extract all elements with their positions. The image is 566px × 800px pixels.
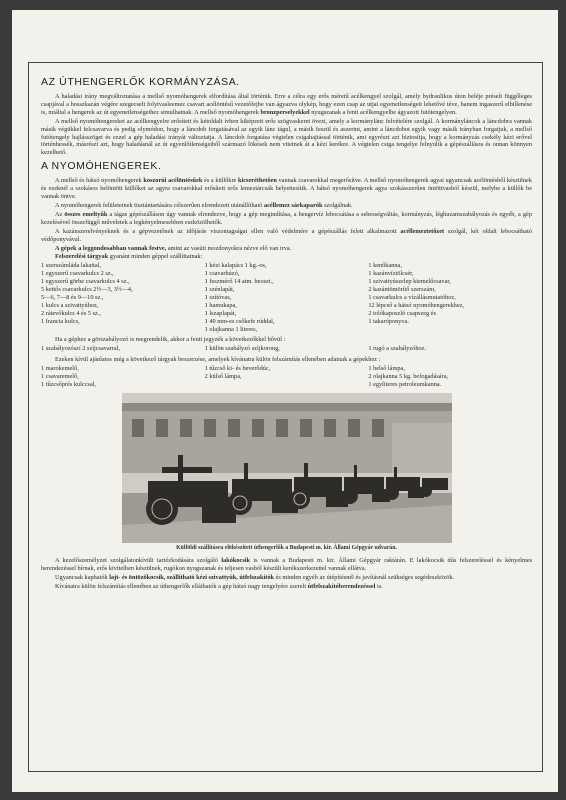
paragraph: A haladási irány megváltoztatása a mellső nyomóhengerek elfordítása által történik. Erre a célra egy erős méretű acélkengyel szolgál, amely hydraulikus úton beléje préselt függőleges csapjával a hosszkazán végére szegecselt folytvasleemez csavart acélöntésű vezetőfejbe van ágyazva olykép, hogy ezen csap az utjai egyenetlenségeit lehetővé téve, hanem ingaszerű elbillenése is, miáltal a hengerek az út egyenetlenségeihez simulhatnak. A mellső nyomóhengerek bronzperselyekkel nyugszanak a fenti acélkengyelbe ágyazott futótengelyen. xyxy=(41,93,532,116)
list-item: 5 kettős csavarkulcs 2½—3, 3½—4, xyxy=(41,286,133,294)
paragraph: Ha a géphez a görszabályozó is megrendelik, akkor a fenti jegyzék a következőkkel bővül : xyxy=(55,336,286,344)
document-page xyxy=(12,10,558,792)
list-item: 1 kazánvíztölcsér, xyxy=(368,270,414,278)
paragraph: Ezeken kívül ajánlatos még a következő tárgyak beszerzése, amelyek kívánatra külön felszámítás ellenében adatnak a gépekhez : xyxy=(55,356,381,364)
list-column xyxy=(368,262,532,333)
list-column xyxy=(205,345,369,353)
photo-caption: Külföldi szállításra elökészített úthengerlők a Budapesti m. kir. Állami Gépgyár udvarán. xyxy=(176,544,397,551)
list-item: 1 egyszerű csavarkulcs 2 sz., xyxy=(41,270,114,278)
paragraph: Az összes emeltyűk a tágas gépészálláson úgy vannak elrendezve, hogy a gép megindítása, a hengervíz lebocsátása a sebességváltás, kormányzás, léghuzamszabályozás és egyéb, a gép kezelésével összefüggő műveletek a legkényelmesebben eszközölhetők. xyxy=(41,210,532,226)
list-item: 1 szítóvas, xyxy=(204,293,232,301)
list-column xyxy=(368,345,532,353)
list-column xyxy=(41,365,205,389)
list-item: 1 takaróponyva. xyxy=(368,317,409,325)
list-item: 1 csavarhúzó, xyxy=(204,270,240,278)
list-item: 1 belső lámpa, xyxy=(368,365,405,373)
list-item: 1 egyliteres petroleumkanna. xyxy=(368,381,442,388)
paragraph: A kazánszerelvényeknek és a gépvezetőnek az időjárás viszontagságai ellen való védelmére a gépészállás felett alkalmazott acéllemeztetőzet szolgál, két oldalt lebocsátható védőponyvával. xyxy=(41,227,533,243)
section-title-rollers: A NYOMÓHENGEREK. xyxy=(41,160,162,173)
steamroller-photo-illustration xyxy=(122,393,452,543)
list-item: 1 hamukapa, xyxy=(204,301,237,309)
paragraph: Ugyancsak kaphatók lajt- és öntözőkocsik, szállítható kézi szivattyúk, útfelszakítók és minden egyéb az útépítésnél és javításnál szükséges segédeszközök. xyxy=(55,573,455,581)
list-item: 1 csavaremelő, xyxy=(41,373,79,381)
list-item: 1 francia kulcs, xyxy=(41,317,80,325)
paragraph: A mellső és hátsó nyomóhengerek koszorúi acélöntésűek és a küllőkre kicseréthetően vannak csavarokkal megerősítve. A mellső nyomóhengerek agyai ugyancsak acélöntésből készülnek és ezeknél a szokásos belöntött küllőket az agyra csavarokkal erősített erős lemeztárcsák helyettesítik. A hátsó nyomóhengerek agya szokásszerűen öntöttvasból készül, melybe a küllők be vannak öntve. xyxy=(41,177,533,201)
list-item: 1 csavarkulcs a vízállásmutatóhoz, xyxy=(368,293,456,301)
paragraph: A nyomóhengerek felületeinek tisztántartására célszerűen elrendezett utánállítható acéllemez sárkaparók szolgálnak. xyxy=(55,201,353,209)
list-item: 1 kenőkanna, xyxy=(368,262,402,270)
paragraph: A gépek a leggondosabban vannak festve, amint az vasúti mozdonyokra nézve elő van irva. xyxy=(55,244,292,252)
list-item: 1 marokemelő, xyxy=(41,365,79,373)
paragraph: Felszerelési tárgyak gyanánt minden géppel szállíttatnak: xyxy=(55,253,203,261)
list-item: 1 szénlapát, xyxy=(204,286,235,294)
list-column xyxy=(41,345,205,353)
list-item: 2 külső lámpa, xyxy=(204,373,242,381)
list-column xyxy=(368,365,532,389)
paragraph: A kezelőszemélyzet szolgálatonkívüli tartózkodására szolgáló lakókocsik is vannak a Budapesti m. kir. Állami Gépgyár raktárán. E lakókocsik dús felszereléssel és kényelmes berendezéssel bírnak, erős kivitelben készülnek, rugókon nyugszanak és teljesen vasból készült kerékszerkezettel vannak ellátva. xyxy=(41,556,533,572)
optional-items-list xyxy=(41,365,532,389)
list-item: 1 szabályozószí 2 szíjcsavarral, xyxy=(41,345,121,353)
list-item: 1 tűzcső ki- és beverődúc, xyxy=(204,365,271,373)
list-item: 1 szerszámláda lakattal, xyxy=(41,262,101,270)
section-title-steering: AZ ÚTHENGERLŐK KORMÁNYZÁSA. xyxy=(41,76,240,88)
list-item: 1 olajkanna 1 literes, xyxy=(204,325,258,333)
list-item: 2 rátevőkulcs 4 és 5 sz., xyxy=(41,309,101,317)
list-item: 1 feszmérő 14 atm. beoszt., xyxy=(204,278,274,286)
list-column xyxy=(205,262,369,333)
document-frame xyxy=(28,62,543,772)
list-item: 1 kézi kalapács 1 kg.-os, xyxy=(204,262,267,270)
list-item: 1 egyszerű görbe csavarkulcs 4 sz., xyxy=(41,278,130,286)
list-item: 2 kazántömörítő szerszám, xyxy=(368,286,436,294)
list-item: 1 külön szabályzó szíjkorong, xyxy=(204,345,280,353)
equipment-list xyxy=(41,262,532,333)
list-item: 1 tűzcsőprés kulccsal, xyxy=(41,381,97,388)
list-item: 1 rugó a szabályzóhoz. xyxy=(368,345,427,353)
list-column xyxy=(41,262,205,333)
regulator-extras-list xyxy=(41,345,532,353)
paragraph: A mellső nyomóhengereket az acélkengyelre erősített és kétoldalt ívben kiképzett erős szögvaskeret övezi, amely a kormánylánc felvételére szolgál. A kormányláncok a láncdobra vannak másik végükkel felcsavarva és pedig olymódon, hogy a láncdob forgatásával az egyik lánc tágul, a másik feszül és aszerint, amint a láncdobot egyik vagy másik irányban forgatjuk, a mellső futótengely hajlásszöget és ezzel a gép haladási irányát változtatja. A láncdob forgatása végtelen csigahajtással történik, ami egyrészt azt biztosítja, hogy a kormányzás csekély kézi erővel történhessék, másrészt azt, hogy haladásnál az út egyenlőtlenségeiből származó lökések nem vitetnek át a kézi kerékre. A végtelen csiga tengelye felnyulik a gépészállásra és onnan könnyen kezelhető. xyxy=(41,117,532,157)
list-item: 1 lszaplapát, xyxy=(204,309,237,317)
list-item: 2 tolókaposzló csapszeg és xyxy=(368,309,437,317)
paragraph: Kívánatra külön felszámítás ellenében az úthengerlők elláthatók a gép hátsó nagy tengelyére szerelt útfelszakítóberendezéssel is. xyxy=(55,582,383,590)
list-item: 1 szivattyúszelep kiemelőcsavar, xyxy=(368,278,451,286)
list-column xyxy=(205,365,369,389)
list-item: 1 40 mm-es csőkefe rúddal, xyxy=(204,317,275,325)
steamroller-photo xyxy=(122,393,452,543)
list-item: 12 lépcső a hátsó nyomóhengerekhez, xyxy=(368,301,464,309)
list-item: 1 kulcs a szivattyúhoz, xyxy=(41,301,99,309)
list-item: 5—6, 7—8 és 9—10 sz., xyxy=(41,293,104,301)
list-item: 2 olajkanna 5 kg. befogadására, xyxy=(368,373,449,381)
